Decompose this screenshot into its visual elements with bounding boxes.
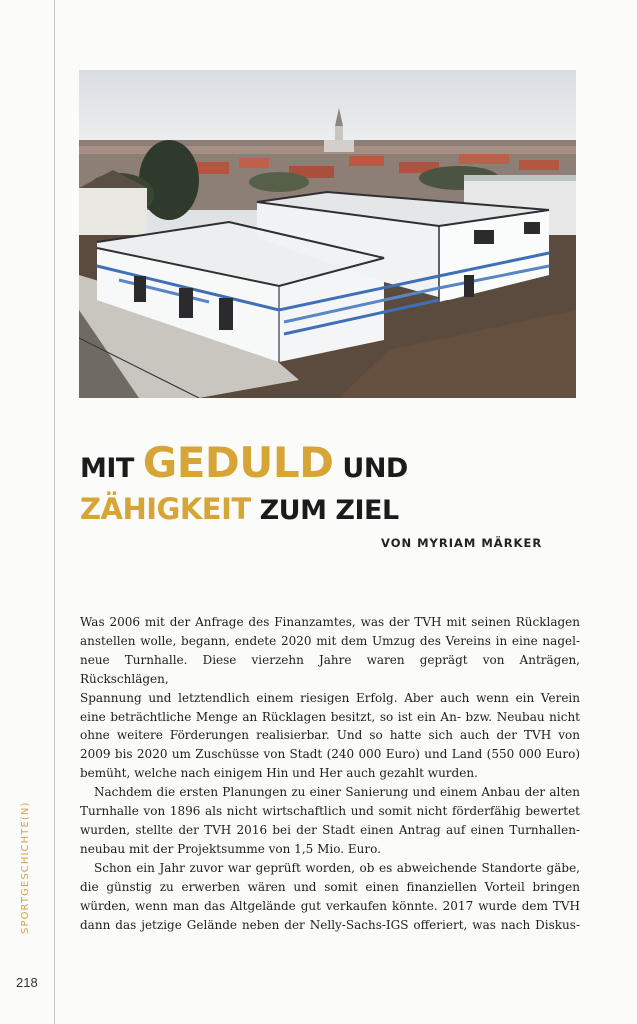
- article-headline: [80, 440, 580, 532]
- text-line: anstellen wolle, begann, endete 2020 mit dem Umzug des Vereins in eine nagel-: [80, 633, 580, 648]
- text-line: Schon ein Jahr zuvor war geprüft worden, ob es abweichende Standorte gäbe,: [94, 860, 580, 875]
- text-line: eine beträchtliche Menge an Rücklagen besitzt, so ist ein An- bzw. Neubau nicht: [80, 709, 580, 724]
- headline-word-geduld: GEDULD: [142, 438, 334, 487]
- section-label: SPORTGESCHICHTE(N): [20, 801, 31, 934]
- text-line: Spannung und letztendlich einem riesigen Erfolg. Aber auch wenn ein Verein: [80, 690, 580, 705]
- margin-rule: [54, 0, 55, 1024]
- text-line: würden, wenn man das Altgelände gut verkaufen könnte. 2017 wurde dem TVH: [80, 898, 580, 913]
- sports-hall-aerial-image: [79, 70, 576, 398]
- headline-line-2: [80, 491, 580, 532]
- text-line: wurden, stellte der TVH 2016 bei der Stadt einen Antrag auf einen Turnhallen-: [80, 822, 580, 837]
- headline-line-1: [80, 440, 580, 495]
- text-line: neubau mit der Projektsumme von 1,5 Mio. Euro.: [80, 841, 381, 856]
- text-line: 2009 bis 2020 um Zuschüsse von Stadt (240 000 Euro) und Land (550 000 Euro): [80, 747, 580, 762]
- paragraph-3: [80, 859, 580, 935]
- paragraph-1: [80, 613, 580, 783]
- headline-word-zum-ziel: ZUM ZIEL: [250, 495, 399, 526]
- page-number: 218: [16, 975, 38, 990]
- text-line: neue Turnhalle. Diese vierzehn Jahre waren geprägt von Anträgen, Rückschlägen,: [80, 652, 580, 686]
- text-line: ohne weitere Förderungen realisierbar. Und so hatte sich auch der TVH von: [80, 728, 580, 743]
- headline-word-mit: MIT: [80, 453, 143, 484]
- headline-word-zaehigkeit: ZÄHIGKEIT: [80, 492, 251, 526]
- text-line: bemüht, welche nach einigem Hin und Her auch gezahlt wurden.: [80, 766, 478, 781]
- article-body: [80, 613, 580, 934]
- headline-word-und: UND: [333, 453, 408, 484]
- author-byline: VON MYRIAM MÄRKER: [381, 536, 543, 550]
- article-photo: [79, 70, 576, 398]
- text-line: die günstig zu erwerben wären und somit einen finanziellen Vorteil bringen: [80, 879, 580, 894]
- text-line: Nachdem die ersten Planungen zu einer Sanierung und einem Anbau der alten: [94, 785, 580, 800]
- paragraph-2: [80, 783, 580, 859]
- text-line: Turnhalle von 1896 als nicht wirtschaftlich und somit nicht förderfähig bewertet: [80, 804, 580, 819]
- text-line: Was 2006 mit der Anfrage des Finanzamtes, was der TVH mit seinen Rücklagen: [80, 615, 580, 629]
- text-line: dann das jetzige Gelände neben der Nelly-Sachs-IGS offeriert, was nach Diskus-: [80, 917, 580, 932]
